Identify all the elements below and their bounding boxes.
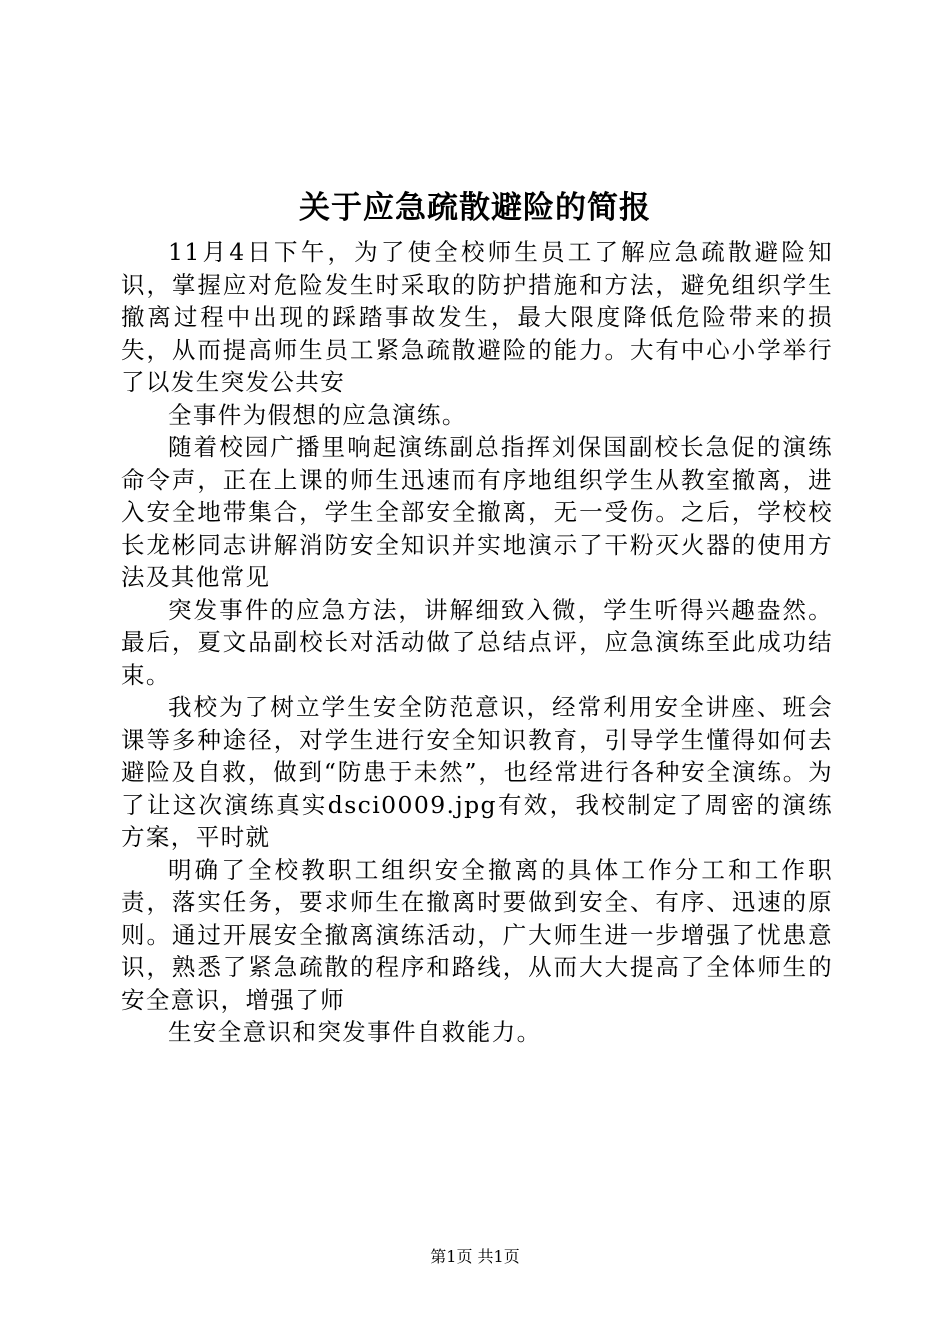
document-title: 关于应急疏散避险的简报 <box>299 190 651 226</box>
paragraph-3: 随着校园广播里响起演练副总指挥刘保国副校长急促的演练命令声，正在上课的师生迅速而有序地组织学生从教室撤离，进入安全地带集合，学生全部安全撤离，无一受伤。之后，学校校长龙彬同志讲解消防安全知识并实地演示了干粉灭火器的使用方法及其他常见 <box>121 433 833 591</box>
paragraph-4: 突发事件的应急方法，讲解细致入微，学生听得兴趣盎然。最后，夏文品副校长对活动做了总结点评，应急演练至此成功结束。 <box>121 595 833 689</box>
paragraph-2: 全事件为假想的应急演练。 <box>168 400 467 429</box>
paragraph-1: 11月4日下午，为了使全校师生员工了解应急疏散避险知识，掌握应对危险发生时采取的防护措施和方法，避免组织学生撤离过程中出现的踩踏事故发生，最大限度降低危险带来的损失，从而提高师生员工紧急疏散避险的能力。大有中心小学举行了以发生突发公共安 <box>121 238 833 396</box>
paragraph-5: 我校为了树立学生安全防范意识，经常利用安全讲座、班会课等多种途径，对学生进行安全知识教育，引导学生懂得如何去避险及自救，做到“防患于未然”，也经常进行各种安全演练。为了让这次演练真实dsci0009.jpg有效，我校制定了周密的演练方案，平时就 <box>121 693 833 851</box>
document-body <box>121 236 833 1049</box>
page-footer: 第1页 共1页 <box>430 1247 520 1266</box>
paragraph-7: 生安全意识和突发事件自救能力。 <box>168 1018 542 1046</box>
paragraph-6: 明确了全校教职工组织安全撤离的具体工作分工和工作职责，落实任务，要求师生在撤离时要做到安全、有序、迅速的原则。通过开展安全撤离演练活动，广大师生进一步增强了忧患意识，熟悉了紧急疏散的程序和路线，从而大大提高了全体师生的安全意识，增强了师 <box>121 855 833 1014</box>
